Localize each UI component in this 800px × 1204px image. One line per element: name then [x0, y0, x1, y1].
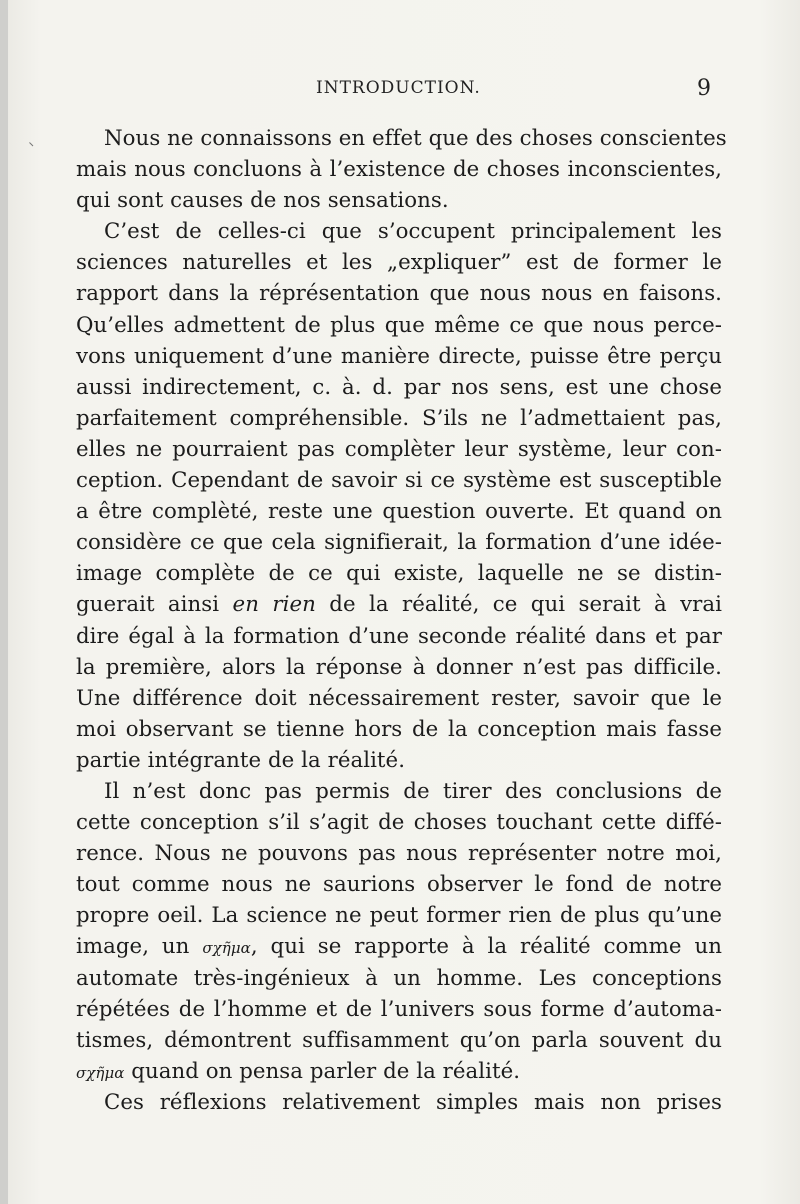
greek-word: σχῆμα — [76, 1063, 125, 1082]
text-line: répétées de l’homme et de l’univers sous forme d’automa- — [76, 996, 722, 1022]
text-line: C’est de celles-ci que s’occupent principalement les — [104, 219, 722, 245]
text-line: propre oeil. La science ne peut former rien de plus qu’une — [76, 903, 722, 929]
text-line: qui sont causes de nos sensations. — [76, 188, 449, 214]
text-line: tismes, démontrent suffisamment qu’on parla souvent du — [76, 1027, 722, 1053]
text-line: rence. Nous ne pouvons pas nous représenter notre moi, — [76, 841, 722, 867]
text-line: automate très-ingénieux à un homme. Les conceptions — [76, 965, 722, 991]
text-line — [76, 589, 722, 620]
text-segment: image, un — [76, 934, 203, 960]
text-line: Une différence doit nécessairement rester, savoir que le — [76, 685, 722, 711]
text-line: elles ne pourraient pas complèter leur système, leur con- — [76, 436, 722, 462]
text-line: image complète de ce qui existe, laquelle ne se distin- — [76, 561, 722, 587]
text-line: sciences naturelles et les „expliquer” est de former le — [76, 250, 722, 276]
scan-edge — [0, 0, 8, 1204]
text-segment: guerait ainsi — [76, 592, 233, 618]
text-segment: de la réalité, ce qui serait à vrai — [315, 592, 723, 618]
text-line: Ces réflexions relativement simples mais non prises — [104, 1089, 722, 1115]
text-line: la première, alors la réponse à donner n’est pas difficile. — [76, 654, 722, 680]
text-line: ception. Cependant de savoir si ce système est susceptible — [76, 468, 722, 494]
italic-phrase: en rien — [232, 592, 316, 618]
text-segment: quand on pensa parler de la réalité. — [124, 1058, 521, 1084]
page-header — [0, 76, 800, 106]
text-line: aussi indirectement, c. à. d. par nos sens, est une chose — [76, 374, 722, 400]
text-line: parfaitement compréhensible. S’ils ne l’admettaient pas, — [76, 405, 722, 431]
text-line: mais nous concluons à l’existence de choses inconscientes, — [76, 157, 722, 183]
text-line: vons uniquement d’une manière directe, puisse être perçu — [76, 343, 722, 369]
body-text — [76, 123, 727, 1118]
text-line: partie intégrante de la réalité. — [76, 747, 406, 773]
text-line: dire égal à la formation d’une seconde réalité dans et par — [76, 623, 722, 649]
text-line: cette conception s’il s’agit de choses touchant cette diffé- — [76, 810, 722, 836]
text-line: Il n’est donc pas permis de tirer des conclusions de — [104, 778, 722, 804]
text-line — [76, 1056, 722, 1087]
text-line: Qu’elles admettent de plus que même ce que nous perce- — [76, 312, 722, 338]
margin-mark — [29, 139, 37, 147]
text-line: tout comme nous ne saurions observer le fond de notre — [76, 872, 722, 898]
text-line: moi observant se tienne hors de la conception mais fasse — [76, 716, 722, 742]
text-line: rapport dans la réprésentation que nous nous en faisons. — [76, 281, 722, 307]
page-number: 9 — [697, 76, 711, 101]
text-line: a être complèté, reste une question ouverte. Et quand on — [76, 499, 722, 525]
text-segment: , qui se rapporte à la réalité comme un — [250, 934, 722, 960]
greek-word: σχῆμα — [202, 939, 251, 958]
text-line: Nous ne connaissons en effet que des choses conscientes — [104, 126, 727, 151]
running-title: INTRODUCTION. — [316, 78, 481, 98]
text-line — [76, 931, 722, 962]
text-line: considère ce que cela signifierait, la formation d’une idée- — [76, 530, 722, 556]
